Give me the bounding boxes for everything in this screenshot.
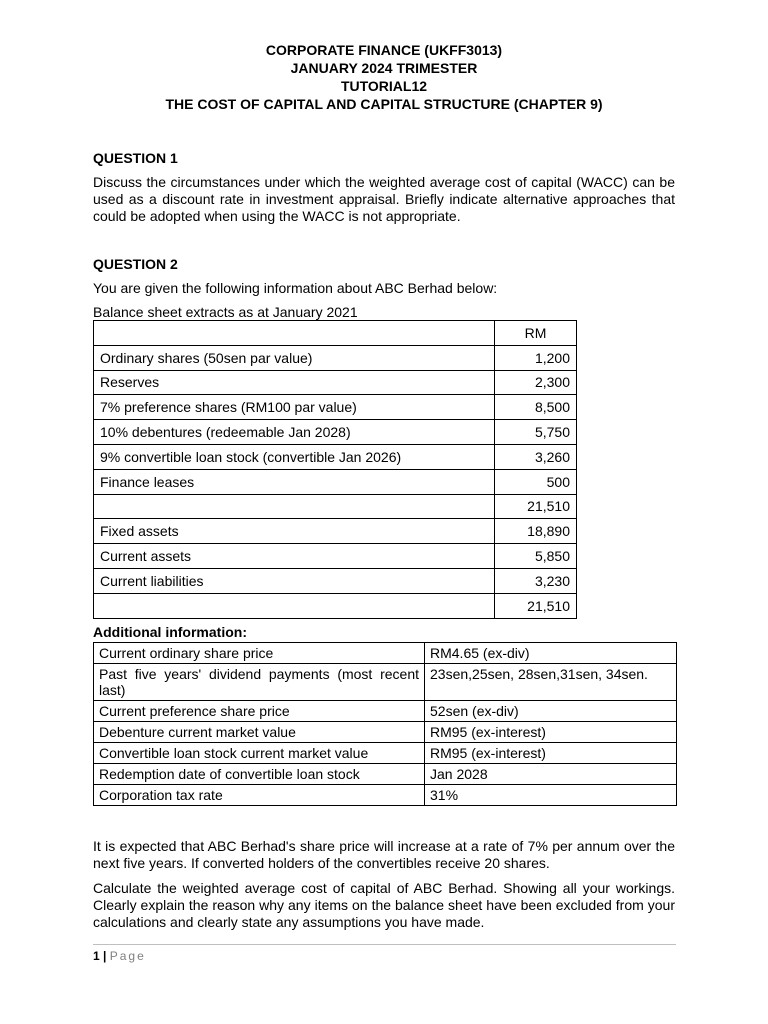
row-value: 5,850 (495, 544, 577, 569)
info-value: RM4.65 (ex-div) (425, 643, 677, 664)
info-key: Convertible loan stock current market value (94, 743, 425, 764)
row-value: 500 (495, 469, 577, 494)
trimester-title: JANUARY 2024 TRIMESTER (290, 60, 478, 76)
tutorial-title: TUTORIAL12 (340, 78, 428, 94)
row-value: 18,890 (495, 519, 577, 544)
table-row (94, 764, 677, 785)
table-row (94, 469, 577, 494)
chapter-title: THE COST OF CAPITAL AND CAPITAL STRUCTURE (CHAPTER 9) (165, 96, 603, 112)
row-value: 3,230 (495, 568, 577, 593)
info-key: Redemption date of convertible loan stock (94, 764, 425, 785)
row-value: 5,750 (495, 420, 577, 445)
question-2-heading: QUESTION 2 (93, 256, 178, 272)
info-value: 31% (425, 785, 677, 806)
row-label: 9% convertible loan stock (convertible Jan 2026) (94, 444, 495, 469)
table-row (94, 701, 677, 722)
page-footer (93, 949, 146, 963)
row-label: Current assets (94, 544, 495, 569)
table-row (94, 544, 577, 569)
row-value: 3,260 (495, 444, 577, 469)
info-key: Debenture current market value (94, 722, 425, 743)
page-label: Page (109, 949, 146, 963)
question-1-heading: QUESTION 1 (93, 150, 178, 166)
balance-sheet-caption: Balance sheet extracts as at January 2021 (93, 304, 358, 320)
info-value: 23sen,25sen, 28sen,31sen, 34sen. (425, 664, 677, 701)
additional-information-table (93, 642, 677, 806)
additional-information-heading: Additional information: (93, 624, 247, 640)
table-row (94, 420, 577, 445)
row-value: 1,200 (495, 345, 577, 370)
table-row (94, 370, 577, 395)
question-2-task-text: Calculate the weighted average cost of capital of ABC Berhad. Showing all your workings. Clearly explain the reason why any items on the balance sheet have been excluded from your calculations and clearly state any assumptions you have made. (93, 880, 675, 930)
question-2-intro: You are given the following information about ABC Berhad below: (93, 280, 498, 296)
table-row (94, 519, 577, 544)
table-row (94, 395, 577, 420)
total-value: 21,510 (495, 593, 577, 618)
footer-separator: | (103, 949, 107, 963)
table-row (94, 345, 577, 370)
row-label: 10% debentures (redeemable Jan 2028) (94, 420, 495, 445)
row-label: Reserves (94, 370, 495, 395)
table-row (94, 444, 577, 469)
document-header (0, 41, 768, 113)
row-label: Fixed assets (94, 519, 495, 544)
row-label: Ordinary shares (50sen par value) (94, 345, 495, 370)
subtotal-value: 21,510 (495, 494, 577, 519)
table-row (94, 664, 677, 701)
course-title: CORPORATE FINANCE (UKFF3013) (265, 42, 503, 58)
question-2-expectation-text: It is expected that ABC Berhad's share price will increase at a rate of 7% per annum over the next five years. If converted holders of the convertibles receive 20 shares. (93, 838, 675, 871)
balance-sheet-table (93, 320, 577, 619)
row-label (94, 593, 495, 618)
info-value: RM95 (ex-interest) (425, 743, 677, 764)
table-row (94, 321, 577, 346)
row-label: Current liabilities (94, 568, 495, 593)
question-1-text: Discuss the circumstances under which the weighted average cost of capital (WACC) can be used as a discount rate in investment appraisal. Briefly indicate alternative approaches that could be adopted when using the WACC is not appropriate. (93, 174, 675, 224)
table-row (94, 568, 577, 593)
table-row (94, 722, 677, 743)
table-row (94, 494, 577, 519)
info-key: Past five years' dividend payments (most recent last) (94, 664, 425, 701)
table-row (94, 643, 677, 664)
info-value: RM95 (ex-interest) (425, 722, 677, 743)
row-label: 7% preference shares (RM100 par value) (94, 395, 495, 420)
info-key: Corporation tax rate (94, 785, 425, 806)
table-row (94, 743, 677, 764)
info-key: Current preference share price (94, 701, 425, 722)
table-row (94, 785, 677, 806)
page-number: 1 (93, 949, 100, 963)
row-value: 2,300 (495, 370, 577, 395)
footer-divider (93, 944, 676, 945)
row-label: Finance leases (94, 469, 495, 494)
table-row (94, 593, 577, 618)
info-value: Jan 2028 (425, 764, 677, 785)
info-key: Current ordinary share price (94, 643, 425, 664)
info-value: 52sen (ex-div) (425, 701, 677, 722)
currency-header: RM (495, 321, 577, 346)
row-label (94, 494, 495, 519)
row-value: 8,500 (495, 395, 577, 420)
